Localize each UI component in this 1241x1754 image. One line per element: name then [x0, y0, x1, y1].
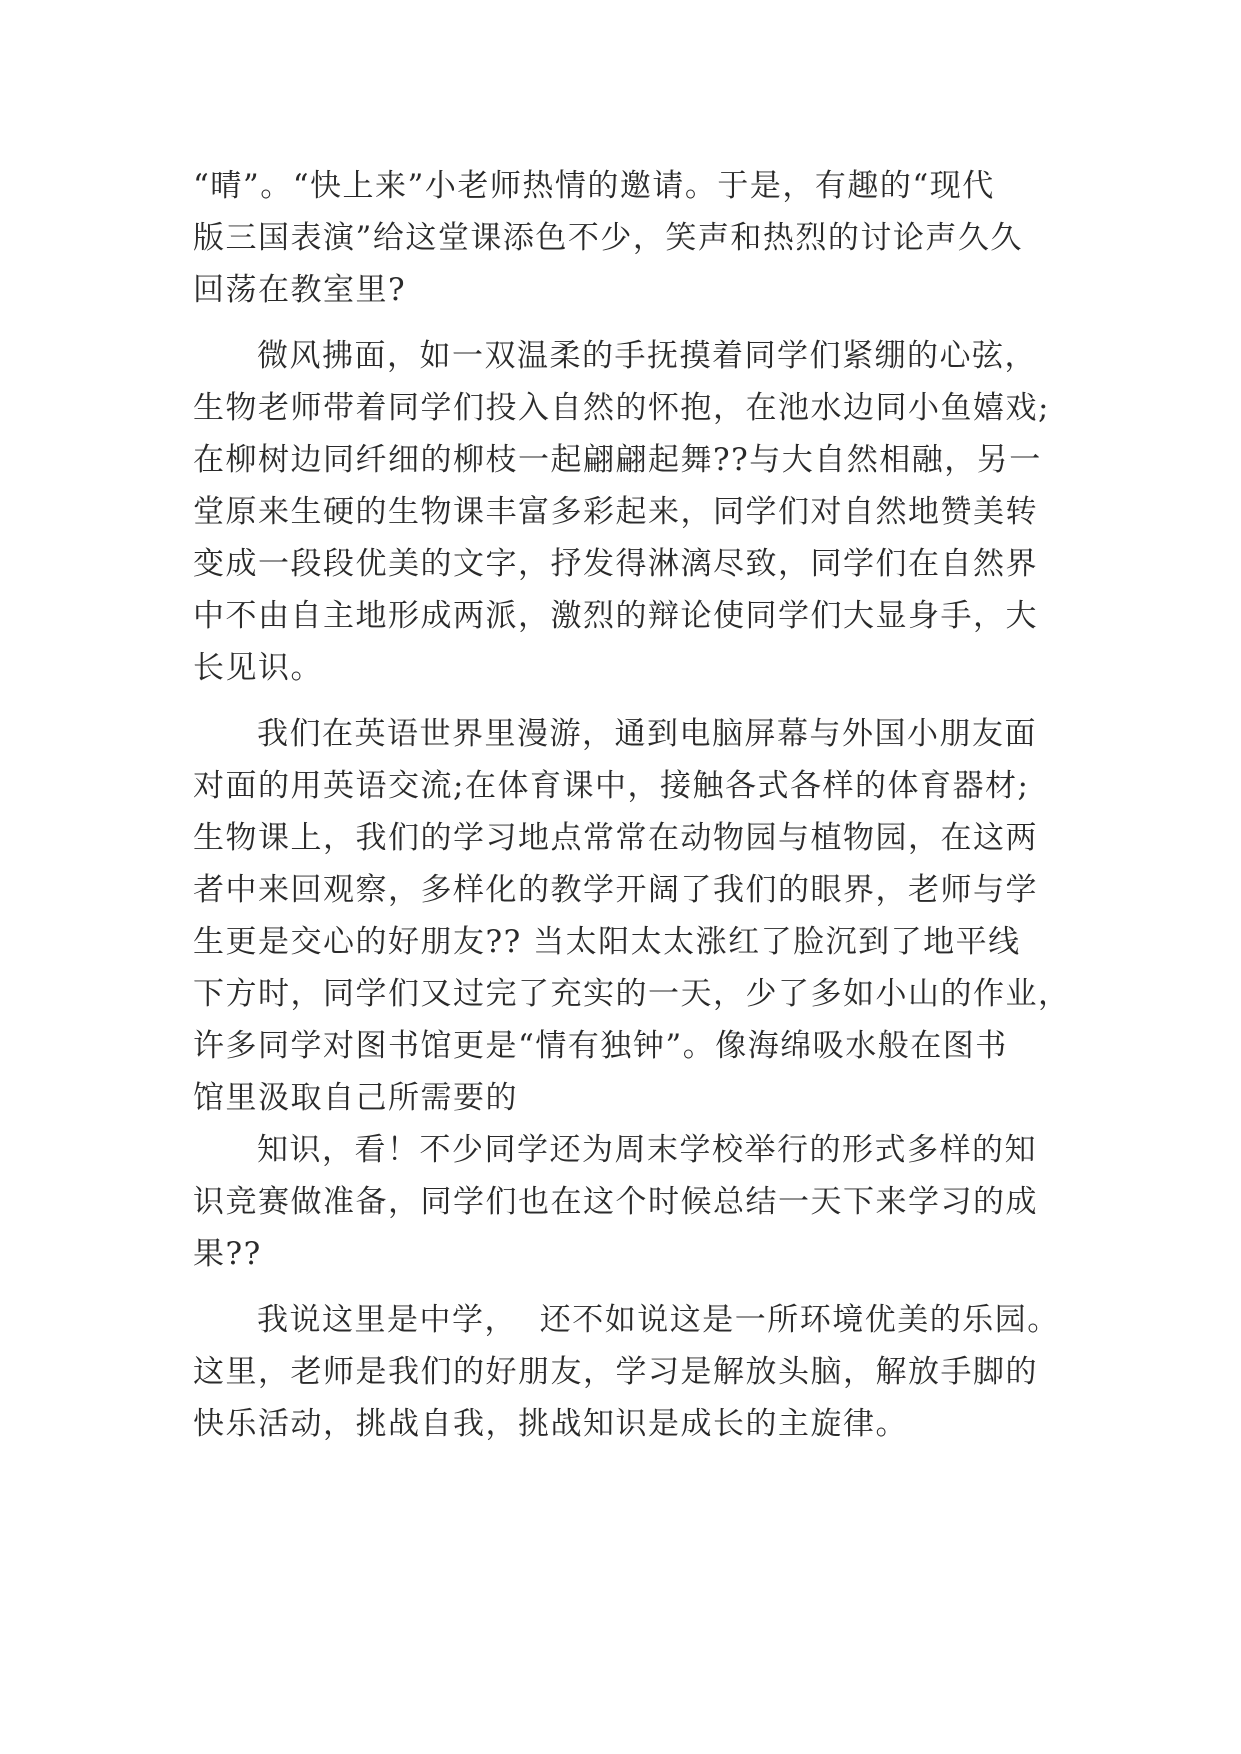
paragraph: [193, 1124, 1053, 1280]
text-line: 生物老师带着同学们投入自然的怀抱，在池水边同小鱼嬉戏;: [193, 390, 1050, 426]
text-line: 馆里汲取自己所需要的: [193, 1080, 518, 1116]
document-body: [193, 160, 1071, 1450]
text-line: 在柳树边同纤细的柳枝一起翩翩起舞??与大自然相融，另一: [193, 442, 1042, 478]
text-line: 快乐活动，挑战自我，挑战知识是成长的主旋律。: [193, 1406, 908, 1442]
text-line: 堂原来生硬的生物课丰富多彩起来，同学们对自然地赞美转: [193, 494, 1038, 530]
text-line: 中不由自主地形成两派，激烈的辩论使同学们大显身手，大: [193, 598, 1038, 634]
text-line: 微风拂面，如一双温柔的手抚摸着同学们紧绷的心弦，: [257, 338, 1037, 374]
text-line: 这里，老师是我们的好朋友，学习是解放头脑，解放手脚的: [193, 1354, 1038, 1390]
text-line: 生物课上，我们的学习地点常常在动物园与植物园，在这两: [193, 820, 1038, 856]
paragraph: [193, 160, 1053, 316]
text-line: 版三国表演”给这堂课添色不少，笑声和热烈的讨论声久久: [193, 220, 1023, 256]
text-line: 知识，看！不少同学还为周末学校举行的形式多样的知: [257, 1132, 1037, 1168]
text-line: 回荡在教室里?: [193, 272, 407, 308]
text-line: 变成一段段优美的文字，抒发得淋漓尽致，同学们在自然界: [193, 546, 1038, 582]
text-line: 我说这里是中学， 还不如说这是一所环境优美的乐园。: [257, 1302, 1060, 1338]
text-line: 者中来回观察，多样化的教学开阔了我们的眼界，老师与学: [193, 872, 1038, 908]
text-line: “晴”。“快上来”小老师热情的邀请。于是，有趣的“现代: [193, 168, 995, 204]
text-line: 长见识。: [193, 650, 323, 686]
text-line: 下方时，同学们又过完了充实的一天，少了多如小山的作业，: [193, 976, 1071, 1012]
text-line: 许多同学对图书馆更是“情有独钟”。像海绵吸水般在图书: [193, 1028, 1008, 1064]
text-line: 对面的用英语交流;在体育课中，接触各式各样的体育器材;: [193, 768, 1030, 804]
text-line: 我们在英语世界里漫游，通到电脑屏幕与外国小朋友面: [257, 716, 1037, 752]
text-line: 生更是交心的好朋友?? 当太阳太太涨红了脸沉到了地平线: [193, 924, 1021, 960]
text-line: 识竞赛做准备，同学们也在这个时候总结一天下来学习的成: [193, 1184, 1038, 1220]
paragraph: [193, 708, 1071, 1124]
paragraph: [193, 1294, 1060, 1450]
paragraph: [193, 330, 1053, 694]
text-line: 果??: [193, 1236, 262, 1272]
